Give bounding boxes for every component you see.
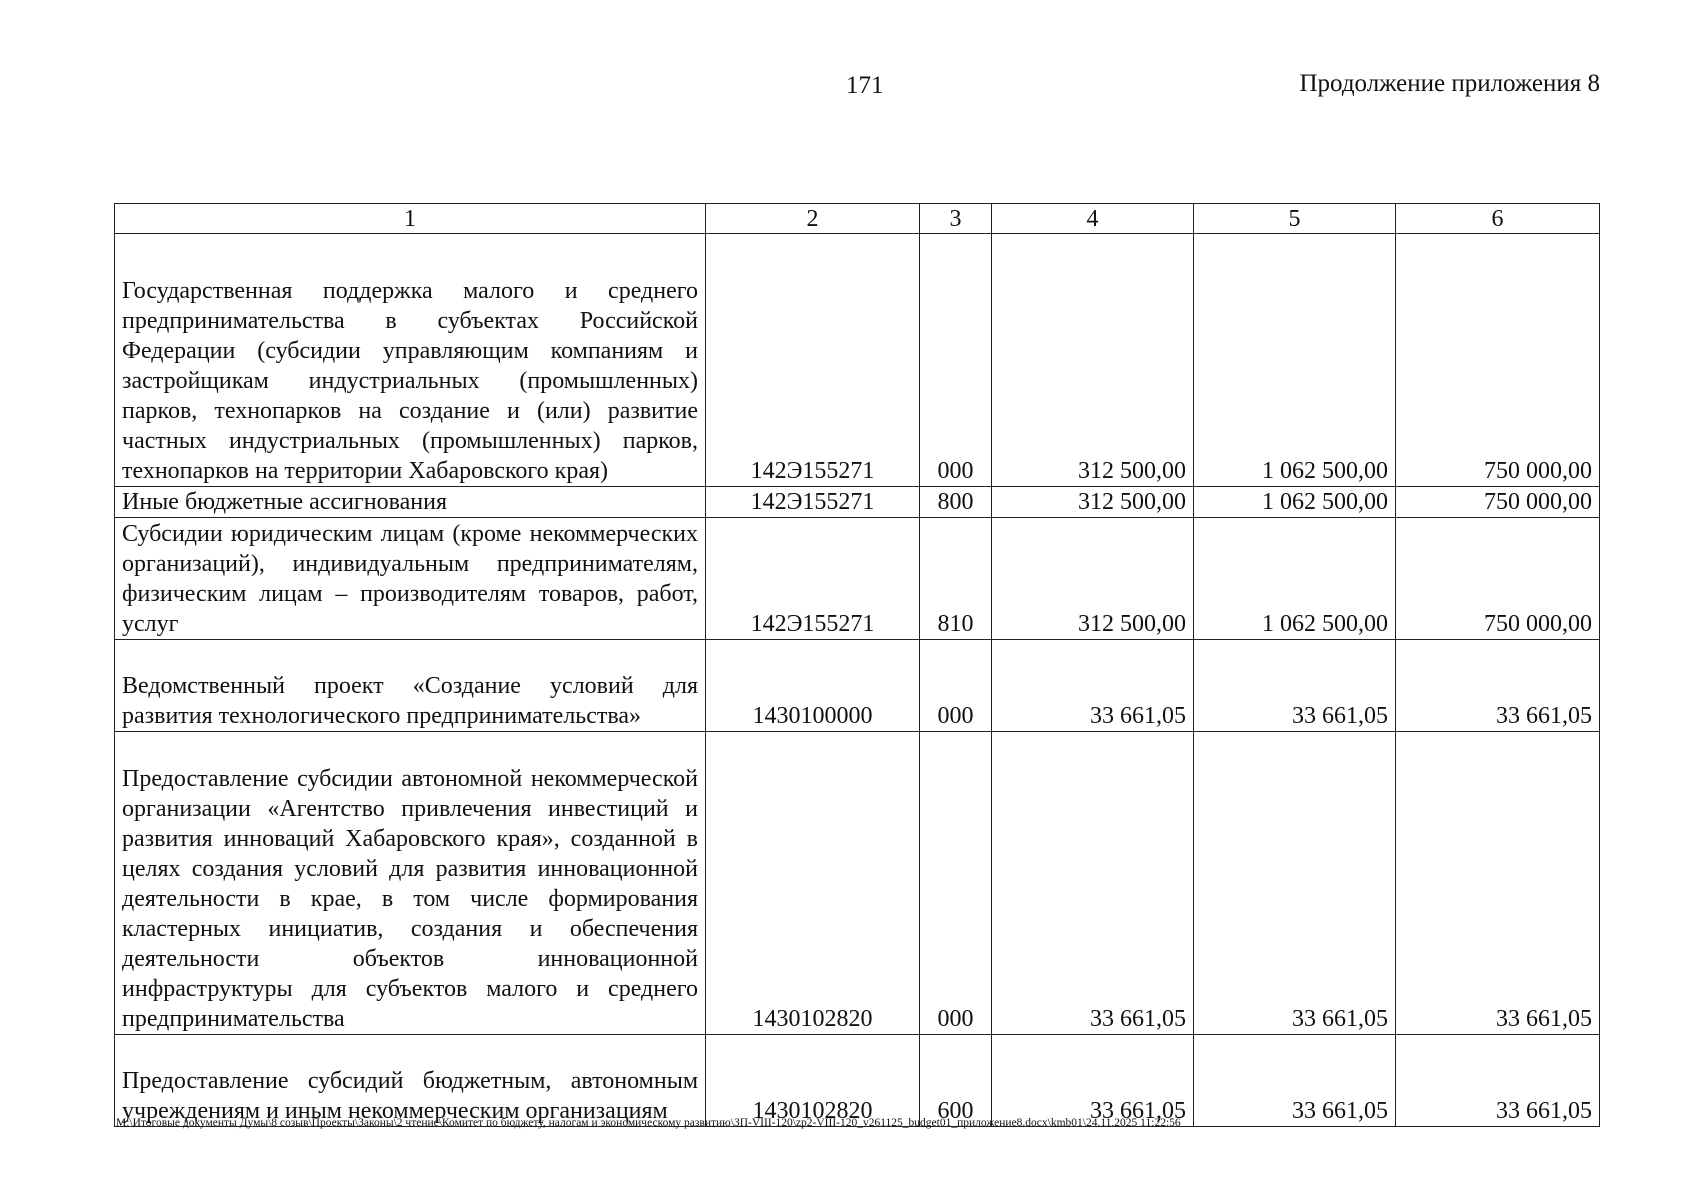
amount-col-4: 312 500,00 xyxy=(992,234,1194,487)
row-name: Предоставление субсидии автономной некоммерческой организации «Агентство привлечения инвестиций и развития инноваций Хабаровского края», созданной в целях создания условий для развития инновационной деятельности в крае, в том числе формирования кластерных инициатив, создания и обеспечения деятельности объектов инновационной инфраструктуры для субъектов малого и среднего предпринимательства xyxy=(115,732,706,1035)
document-file-path: M:\Итоговые документы Думы\8 созыв\Проекты\Законы\2 чтение\Комитет по бюджету, налогам и экономическому развитию\ЗП-VIII-120\zp2-VIII-120_v261125_budget01_приложение8.docx\kmb01\24.11.2025 11:22:56 xyxy=(116,1117,1181,1129)
appendix-continuation-label: Продолжение приложения 8 xyxy=(1299,70,1600,97)
amount-col-6: 33 661,05 xyxy=(1396,640,1600,732)
row-name: Иные бюджетные ассигнования xyxy=(115,487,706,518)
column-header: 2 xyxy=(706,204,920,234)
budget-table xyxy=(114,203,1600,1127)
row-name: Ведомственный проект «Создание условий для развития технологического предпринимательства» xyxy=(115,640,706,732)
column-header: 3 xyxy=(920,204,992,234)
column-header: 6 xyxy=(1396,204,1600,234)
column-header: 4 xyxy=(992,204,1194,234)
expense-type-code: 800 xyxy=(920,487,992,518)
row-name: Предоставление субсидий бюджетным, автономным учреждениям и иным некоммерческим организациям xyxy=(115,1035,706,1127)
target-article-code: 1430102820 xyxy=(706,732,920,1035)
amount-col-5: 33 661,05 xyxy=(1194,640,1396,732)
row-name: Государственная поддержка малого и среднего предпринимательства в субъектах Российской Федерации (субсидии управляющим компаниям и застройщикам индустриальных (промышленных) парков, технопарков на создание и (или) развитие частных индустриальных (промышленных) парков, технопарков на территории Хабаровского края) xyxy=(115,234,706,487)
table-row xyxy=(115,487,1600,518)
table-row xyxy=(115,1035,1600,1127)
amount-col-4: 33 661,05 xyxy=(992,1035,1194,1127)
amount-col-6: 750 000,00 xyxy=(1396,518,1600,640)
amount-col-5: 1 062 500,00 xyxy=(1194,487,1396,518)
amount-col-4: 312 500,00 xyxy=(992,487,1194,518)
amount-col-4: 312 500,00 xyxy=(992,518,1194,640)
amount-col-5: 1 062 500,00 xyxy=(1194,518,1396,640)
expense-type-code: 000 xyxy=(920,234,992,487)
amount-col-6: 750 000,00 xyxy=(1396,234,1600,487)
target-article-code: 1430102820 xyxy=(706,1035,920,1127)
column-header: 5 xyxy=(1194,204,1396,234)
expense-type-code: 600 xyxy=(920,1035,992,1127)
column-header: 1 xyxy=(115,204,706,234)
column-number-row xyxy=(115,204,1600,234)
expense-type-code: 810 xyxy=(920,518,992,640)
table-row xyxy=(115,234,1600,487)
amount-col-4: 33 661,05 xyxy=(992,732,1194,1035)
row-name: Субсидии юридическим лицам (кроме некоммерческих организаций), индивидуальным предпринимателям, физическим лицам – производителям товаров, работ, услуг xyxy=(115,518,706,640)
table-row xyxy=(115,732,1600,1035)
target-article-code: 142Э155271 xyxy=(706,487,920,518)
amount-col-5: 1 062 500,00 xyxy=(1194,234,1396,487)
target-article-code: 142Э155271 xyxy=(706,234,920,487)
table-row xyxy=(115,518,1600,640)
amount-col-6: 33 661,05 xyxy=(1396,1035,1600,1127)
target-article-code: 1430100000 xyxy=(706,640,920,732)
amount-col-5: 33 661,05 xyxy=(1194,1035,1396,1127)
expense-type-code: 000 xyxy=(920,640,992,732)
page-number: 171 xyxy=(846,72,884,99)
target-article-code: 142Э155271 xyxy=(706,518,920,640)
amount-col-6: 33 661,05 xyxy=(1396,732,1600,1035)
amount-col-4: 33 661,05 xyxy=(992,640,1194,732)
amount-col-5: 33 661,05 xyxy=(1194,732,1396,1035)
expense-type-code: 000 xyxy=(920,732,992,1035)
amount-col-6: 750 000,00 xyxy=(1396,487,1600,518)
table-row xyxy=(115,640,1600,732)
